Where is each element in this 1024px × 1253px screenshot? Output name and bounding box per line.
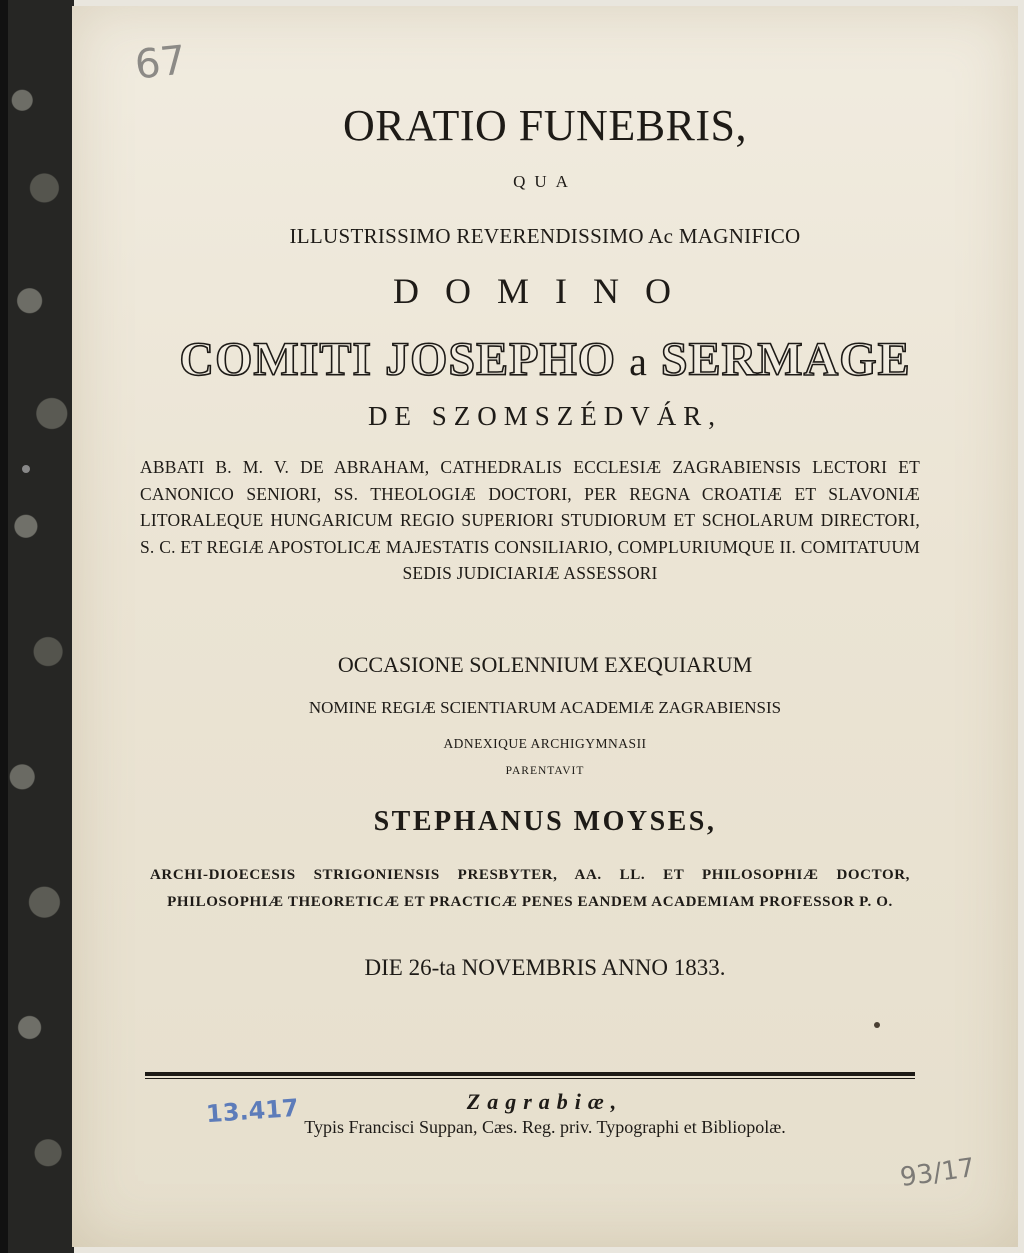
page-title: ORATIO FUNEBRIS, <box>342 101 748 150</box>
adnexique-line: ADNEXIQUE ARCHIGYMNASII <box>443 736 647 751</box>
ink-spot <box>874 1022 880 1028</box>
place-line: Zagrabiæ, <box>466 1089 624 1114</box>
honorific-line: ILLUSTRISSIMO REVERENDISSIMO Ac MAGNIFICO <box>289 224 801 248</box>
parentavit-line: PARENTAVIT <box>505 765 585 777</box>
qua-line: QUA <box>513 172 577 191</box>
author-name: STEPHANUS MOYSES, <box>373 806 717 837</box>
occasion-line: OCCASIONE SOLENNIUM EXEQUIARUM <box>337 652 753 677</box>
binding-spot <box>22 465 30 473</box>
library-stamp: 13.417 <box>205 1093 300 1129</box>
binding-edge <box>0 0 8 1253</box>
de-line: DE SZOMSZÉDVÁR, <box>367 401 722 431</box>
pencil-mark: 67 <box>132 37 189 89</box>
author-paragraph: ARCHI-DIOECESIS STRIGONIENSIS PRESBYTER, AA. LL. ET PHILOSOPHIÆ DOCTOR, PHILOSOPHIÆ THEORETICÆ ET PRACTICÆ PENES EANDEM ACADEMIAM PROFESSOR P. O. <box>150 867 910 910</box>
honoree-name <box>72 332 1018 387</box>
domino-line: DOMINO <box>393 271 697 311</box>
marbled-binding <box>0 0 74 1253</box>
thick-rule <box>145 1072 915 1076</box>
titles-paragraph: ABBATI B. M. V. DE ABRAHAM, CATHEDRALIS ECCLESIÆ ZAGRABIENSIS LECTORI ET CANONICO SENIORI, SS. THEOLOGIÆ DOCTORI, PER REGNA CROATIÆ ET SLAVONIÆ LITORALEQUE HUNGARICUM REGIO SUPERIORI STUDIORUM ET SCHOLARUM DIRECTORI, S. C. ET REGIÆ APOSTOLICÆ MAJESTATIS CONSILIARIO, COMPLURIUMQUE II. COMITATUUM SEDIS JUDICIARIÆ ASSESSORI <box>140 457 920 583</box>
title-page <box>72 6 1018 1247</box>
date-line: DIE 26-ta NOVEMBRIS ANNO 1833. <box>364 955 726 980</box>
printer-line: Typis Francisci Suppan, Cæs. Reg. priv. Typographi et Bibliopolæ. <box>304 1117 786 1137</box>
thin-rule <box>145 1078 915 1079</box>
honoree-name-a: a <box>629 339 648 384</box>
honoree-name-part2: SERMAGE <box>660 333 911 386</box>
honoree-name-part1: COMITI JOSEPHO <box>179 333 617 386</box>
nomine-line: NOMINE REGIÆ SCIENTIARUM ACADEMIÆ ZAGRABIENSIS <box>308 698 782 717</box>
shelf-mark: 93/17 <box>898 1152 977 1194</box>
